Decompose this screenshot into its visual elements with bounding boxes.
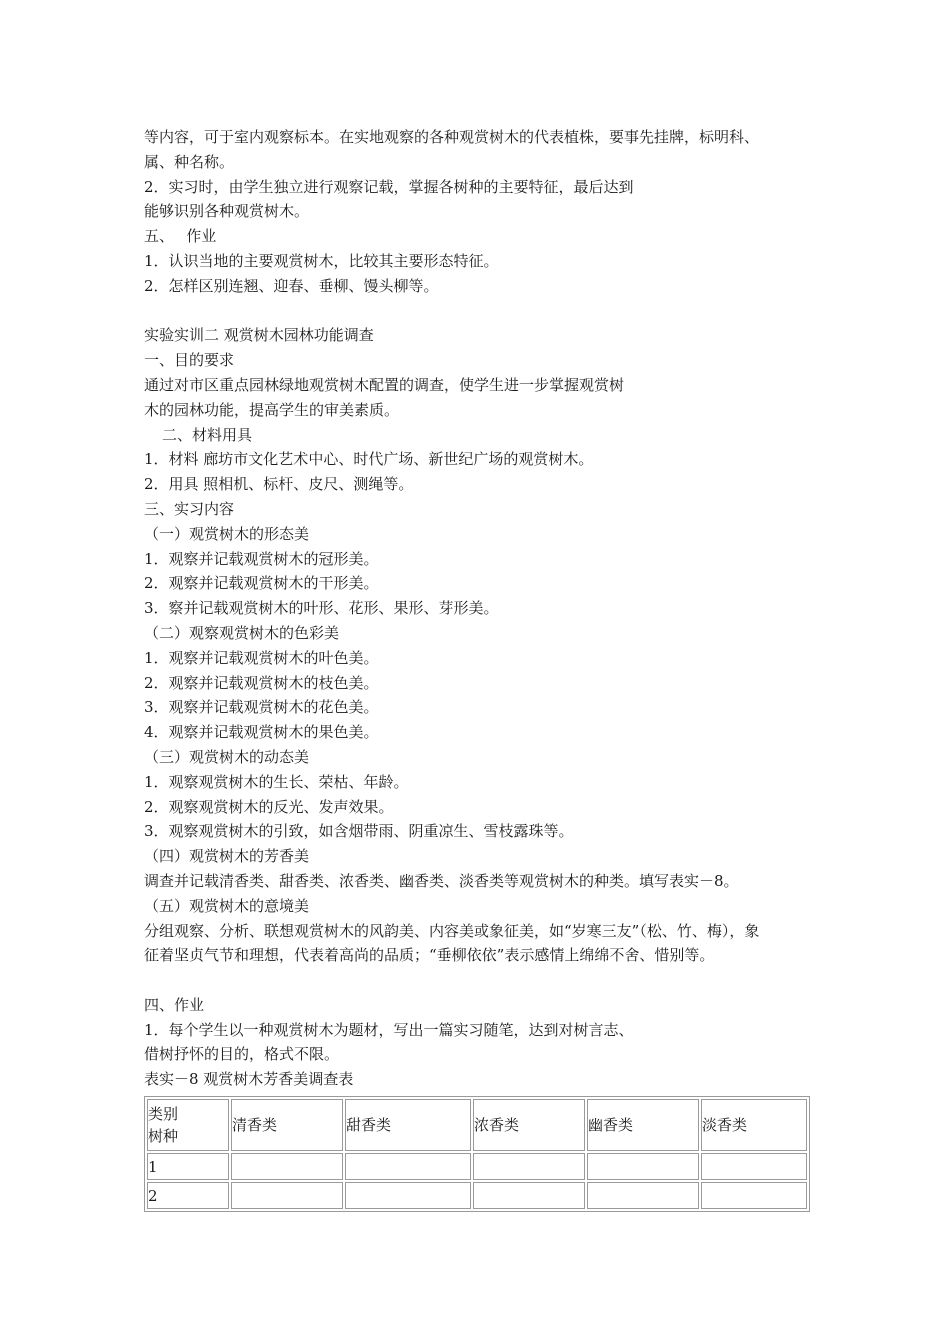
paragraph-line: 能够识别各种观赏树木。 [144, 202, 310, 221]
blank-line [144, 299, 810, 324]
table-row [147, 1153, 807, 1180]
subsection-heading: （四）观赏树木的芳香美 [144, 847, 310, 866]
table-cell: 1 [147, 1153, 229, 1180]
table-cell [231, 1182, 343, 1209]
subsection-heading: （五）观赏树木的意境美 [144, 896, 310, 915]
list-item: 2．观察观赏树木的反光、发声效果。 [144, 797, 394, 816]
corner-label-species: 树种 [148, 1127, 179, 1146]
table-header-cell: 甜香类 [345, 1099, 471, 1151]
paragraph-line: 等内容，可于室内观察标本。在实地观察的各种观赏树木的代表植株，要事先挂牌，标明科、 [144, 128, 760, 146]
paragraph-line: 属、种名称。 [144, 152, 235, 171]
list-item: 4．观察并记载观赏树木的果色美。 [144, 723, 379, 742]
list-item: 1．观察并记载观赏树木的叶色美。 [144, 648, 379, 667]
table-cell [587, 1182, 699, 1209]
table-header-row [147, 1099, 807, 1151]
table-header-cell: 清香类 [231, 1099, 343, 1151]
table-cell [345, 1153, 471, 1180]
list-item: 3．察并记载观赏树木的叶形、花形、果形、芽形美。 [144, 599, 499, 618]
table-cell [231, 1153, 343, 1180]
section-heading: 三、实习内容 [144, 499, 235, 518]
subsection-heading: （一）观赏树木的形态美 [144, 524, 310, 543]
section-heading: 二、材料用具 [162, 425, 253, 444]
table-cell [473, 1153, 585, 1180]
table-header-cell: 幽香类 [587, 1099, 699, 1151]
subsection-heading: （二）观察观赏树木的色彩美 [144, 623, 340, 642]
table-cell [701, 1153, 807, 1180]
corner-label-category: 类别 [148, 1105, 179, 1124]
document-page [144, 125, 810, 1212]
section-heading: 四、作业 [144, 995, 205, 1014]
paragraph-line: 木的园林功能，提高学生的审美素质。 [144, 400, 400, 419]
paragraph-line: 调查并记载清香类、甜香类、浓香类、幽香类、淡香类等观赏树木的种类。填写表实－8。 [144, 871, 739, 890]
list-item: 1．认识当地的主要观赏树木，比较其主要形态特征。 [144, 251, 499, 270]
list-item: 3．观察并记载观赏树木的花色美。 [144, 698, 379, 717]
subsection-heading: （三）观赏树木的动态美 [144, 747, 310, 766]
list-item: 3．观察观赏树木的引致，如含烟带雨、阴重凉生、雪枝露珠等。 [144, 822, 574, 841]
table-cell [701, 1182, 807, 1209]
table-row [147, 1182, 807, 1209]
section-heading: 一、目的要求 [144, 351, 235, 370]
list-item: 2．观察并记载观赏树木的干形美。 [144, 574, 379, 593]
table-cell [473, 1182, 585, 1209]
table-header-cell: 淡香类 [701, 1099, 807, 1151]
table-caption: 表实－8 观赏树木芳香美调查表 [144, 1070, 354, 1089]
table-cell [587, 1153, 699, 1180]
paragraph-line: 通过对市区重点园林绿地观赏树木配置的调查，使学生进一步掌握观赏树 [144, 375, 625, 394]
list-item: 1．观察并记载观赏树木的冠形美。 [144, 549, 379, 568]
list-item: 1．材料 廊坊市文化艺术中心、时代广场、新世纪广场的观赏树木。 [144, 450, 594, 469]
experiment-title: 实验实训二 观赏树木园林功能调查 [144, 326, 374, 345]
list-item: 2．用具 照相机、标杆、皮尺、测绳等。 [144, 475, 414, 494]
list-item: 1．观察观赏树木的生长、荣枯、年龄。 [144, 772, 409, 791]
paragraph-line: 分组观察、分析、联想观赏树木的风韵美、内容美或象征美，如“岁寒三友”（松、竹、梅），象 [144, 921, 760, 940]
table-header-cell: 浓香类 [473, 1099, 585, 1151]
table-cell: 2 [147, 1182, 229, 1209]
paragraph-line: 2．实习时，由学生独立进行观察记载，掌握各树种的主要特征，最后达到 [144, 177, 634, 196]
section-heading: 五、 作业 [144, 227, 217, 246]
paragraph-line: 征着坚贞气节和理想，代表着高尚的品质；“垂柳依依”表示感情上绵绵不舍、惜别等。 [144, 946, 715, 965]
list-item: 1．每个学生以一种观赏树木为题材，写出一篇实习随笔，达到对树言志、 [144, 1020, 634, 1039]
list-item: 2．观察并记载观赏树木的枝色美。 [144, 673, 379, 692]
fragrance-survey-table [144, 1096, 810, 1212]
blank-line [144, 968, 810, 993]
table-cell [345, 1182, 471, 1209]
list-item: 2．怎样区别连翘、迎春、垂柳、馒头柳等。 [144, 276, 439, 295]
table-corner-cell [147, 1099, 229, 1151]
paragraph-line: 借树抒怀的目的，格式不限。 [144, 1045, 340, 1064]
